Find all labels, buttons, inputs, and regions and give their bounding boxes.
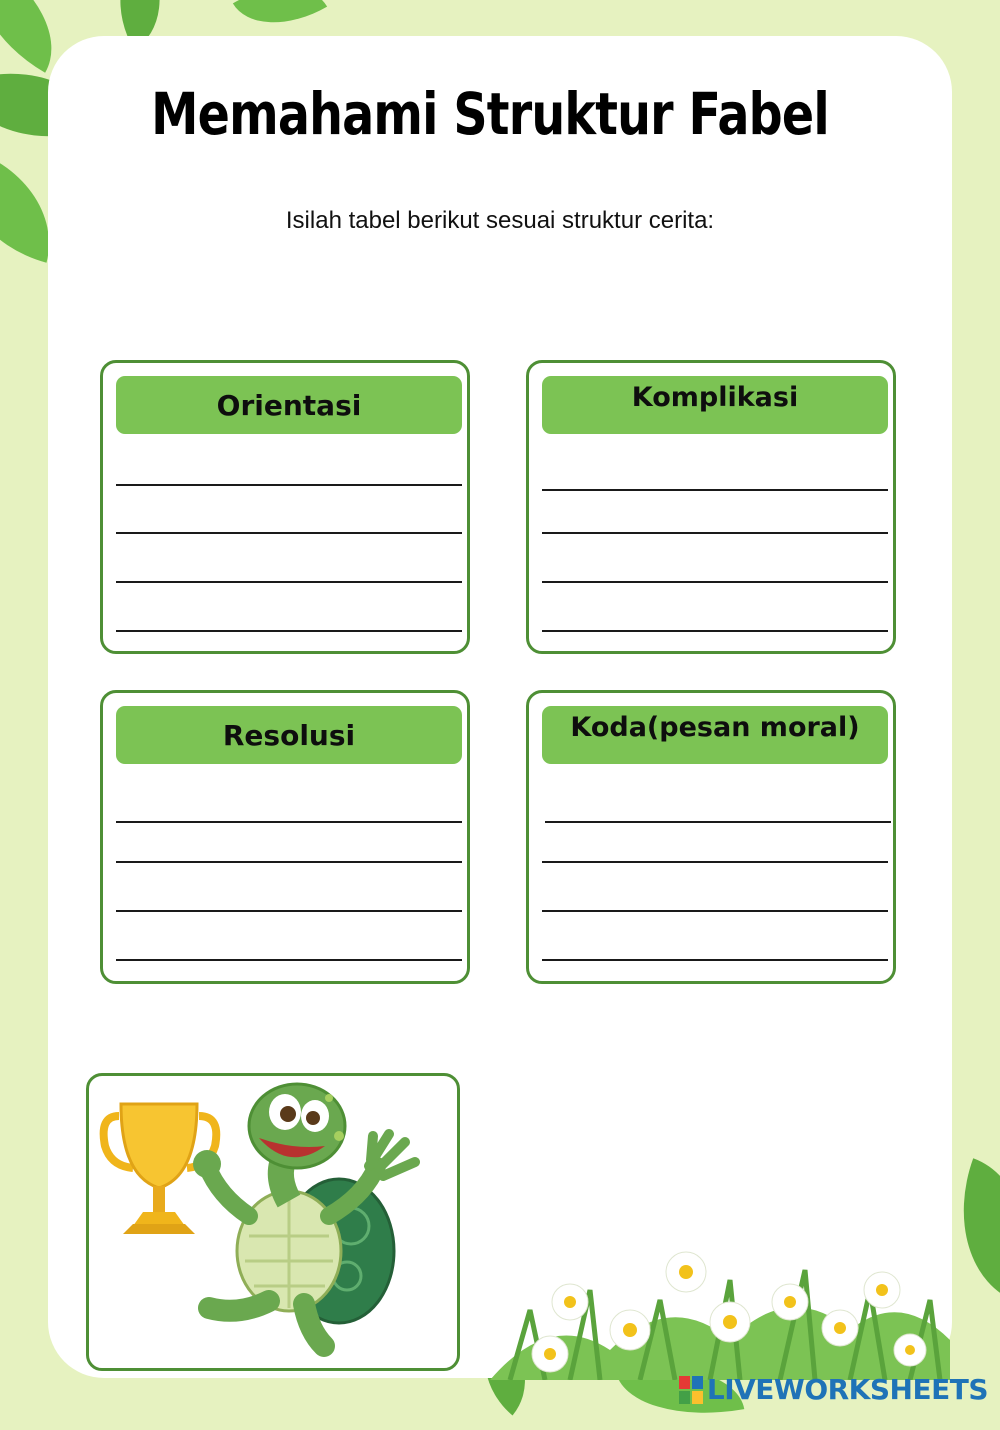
answer-line [542, 910, 888, 912]
answer-line [542, 861, 888, 863]
answer-field-koda-2[interactable] [542, 831, 892, 863]
answer-line [542, 581, 888, 583]
answer-field-orientasi-4[interactable] [116, 600, 466, 632]
liveworksheets-logo [679, 1373, 988, 1406]
illustration-box [86, 1073, 460, 1371]
answer-field-orientasi-3[interactable] [116, 551, 466, 583]
section-heading-komplikasi: Komplikasi [542, 376, 888, 434]
answer-field-koda-1[interactable] [542, 791, 892, 823]
answer-line [116, 861, 462, 863]
answer-line [116, 581, 462, 583]
answer-line [542, 532, 888, 534]
answer-field-orientasi-2[interactable] [116, 502, 466, 534]
section-heading-orientasi: Orientasi [116, 376, 462, 434]
answer-field-komplikasi-4[interactable] [542, 600, 892, 632]
answer-field-komplikasi-3[interactable] [542, 551, 892, 583]
answer-field-komplikasi-1[interactable] [542, 459, 892, 491]
live-cube-icon [679, 1376, 703, 1404]
answer-field-koda-3[interactable] [542, 880, 892, 912]
daisy-flowers-icon [490, 1250, 950, 1380]
section-box-resolusi [100, 690, 470, 984]
answer-field-resolusi-1[interactable] [116, 791, 466, 823]
answer-line [116, 630, 462, 632]
answer-line [116, 821, 462, 823]
answer-line [116, 910, 462, 912]
page-title: Memahami Struktur Fabel [151, 80, 829, 148]
answer-line [542, 959, 888, 961]
section-box-koda [526, 690, 896, 984]
section-box-komplikasi [526, 360, 896, 654]
answer-field-komplikasi-2[interactable] [542, 502, 892, 534]
answer-line [542, 630, 888, 632]
answer-field-orientasi-1[interactable] [116, 453, 466, 485]
answer-field-resolusi-3[interactable] [116, 880, 466, 912]
answer-line [542, 489, 888, 491]
answer-field-resolusi-4[interactable] [116, 929, 466, 961]
section-box-orientasi [100, 360, 470, 654]
section-heading-resolusi: Resolusi [116, 706, 462, 764]
answer-line [116, 532, 462, 534]
turtle-with-trophy-icon [89, 1076, 457, 1368]
answer-line [545, 821, 891, 823]
answer-line [116, 959, 462, 961]
instruction-text: Isilah tabel berikut sesuai struktur cerita: [285, 207, 715, 234]
brand-name: LIVEWORKSHEETS [706, 1373, 988, 1406]
answer-field-resolusi-2[interactable] [116, 831, 466, 863]
answer-line [116, 484, 462, 486]
section-heading-koda: Koda(pesan moral) [542, 706, 888, 764]
answer-field-koda-4[interactable] [542, 929, 892, 961]
